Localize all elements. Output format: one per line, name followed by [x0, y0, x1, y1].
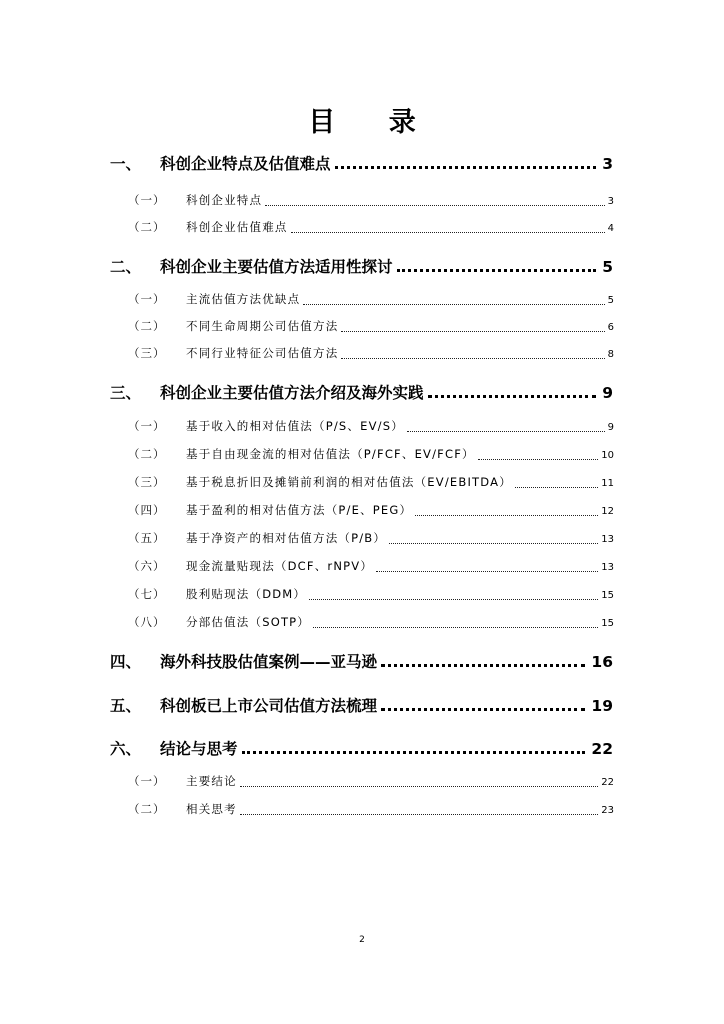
toc-section-entry[interactable]	[128, 614, 614, 632]
toc-entry-page: 8	[607, 349, 614, 360]
toc-section-entry[interactable]	[128, 291, 614, 309]
toc-dot-leader	[428, 395, 597, 398]
toc-entry-title: 不同行业特征公司估值方法	[186, 346, 339, 360]
toc-dot-leader	[242, 751, 586, 754]
toc-entry-page: 19	[591, 697, 613, 715]
toc-entry-page: 9	[607, 422, 614, 433]
toc-entry-number: 一、	[110, 155, 142, 173]
toc-section-entry[interactable]	[128, 530, 614, 548]
toc-entry-title: 科创企业主要估值方法适用性探讨	[160, 258, 393, 276]
toc-entry-page: 22	[601, 777, 614, 788]
toc-section-entry[interactable]	[128, 219, 614, 237]
toc-dot-leader	[335, 166, 597, 169]
toc-entry-title: 科创企业主要估值方法介绍及海外实践	[160, 384, 424, 402]
toc-dot-leader	[265, 205, 604, 206]
toc-chapter-entry[interactable]	[110, 152, 613, 174]
toc-entry-title: 分部估值法（SOTP）	[186, 615, 311, 629]
toc-dot-leader	[240, 814, 598, 815]
toc-dot-leader	[381, 664, 585, 667]
toc-dot-leader	[313, 627, 598, 628]
toc-entry-title: 现金流量贴现法（DCF、rNPV）	[186, 559, 374, 573]
toc-entry-page: 4	[607, 223, 614, 234]
toc-entry-page: 6	[607, 322, 614, 333]
toc-section-entry[interactable]	[128, 502, 614, 520]
toc-section-entry[interactable]	[128, 418, 614, 436]
toc-entry-title: 科创企业估值难点	[186, 220, 288, 234]
toc-entry-page: 11	[601, 478, 614, 489]
toc-section-entry[interactable]	[128, 345, 614, 363]
toc-entry-title: 结论与思考	[160, 740, 238, 758]
toc-dot-leader	[415, 515, 598, 516]
toc-entry-page: 12	[601, 506, 614, 517]
toc-entry-number: （二）	[128, 802, 166, 816]
toc-dot-leader	[309, 599, 598, 600]
toc-entry-number: （三）	[128, 475, 166, 489]
toc-entry-page: 22	[591, 740, 613, 758]
toc-entry-title: 股利贴现法（DDM）	[186, 587, 307, 601]
toc-entry-page: 5	[602, 258, 613, 276]
toc-entry-number: （四）	[128, 503, 166, 517]
toc-dot-leader	[291, 232, 605, 233]
toc-dot-leader	[515, 487, 598, 488]
toc-entry-title: 基于自由现金流的相对估值法（P/FCF、EV/FCF）	[186, 447, 475, 461]
toc-entry-page: 9	[602, 384, 613, 402]
toc-entry-title: 主要结论	[186, 774, 237, 788]
toc-entry-title: 不同生命周期公司估值方法	[186, 319, 339, 333]
toc-section-entry[interactable]	[128, 586, 614, 604]
toc-section-entry[interactable]	[128, 446, 614, 464]
toc-entry-title: 主流估值方法优缺点	[186, 292, 301, 306]
toc-chapter-entry[interactable]	[110, 737, 613, 759]
toc-entry-number: （一）	[128, 419, 166, 433]
toc-section-entry[interactable]	[128, 773, 614, 791]
toc-entry-number: （二）	[128, 220, 166, 234]
toc-dot-leader	[303, 304, 604, 305]
toc-entry-title: 海外科技股估值案例——亚马逊	[160, 653, 378, 671]
toc-entry-title: 相关思考	[186, 802, 237, 816]
toc-entry-title: 科创企业特点	[186, 193, 263, 207]
toc-section-entry[interactable]	[128, 474, 614, 492]
toc-entry-number: （一）	[128, 292, 166, 306]
toc-entry-number: （七）	[128, 587, 166, 601]
toc-chapter-entry[interactable]	[110, 650, 613, 672]
toc-entry-number: 二、	[110, 258, 142, 276]
toc-dot-leader	[381, 708, 585, 711]
toc-entry-number: （三）	[128, 346, 166, 360]
toc-entry-title: 基于税息折旧及摊销前利润的相对估值法（EV/EBITDA）	[186, 475, 512, 489]
toc-chapter-entry[interactable]	[110, 694, 613, 716]
toc-section-entry[interactable]	[128, 318, 614, 336]
toc-section-entry[interactable]	[128, 558, 614, 576]
toc-entry-number: （二）	[128, 447, 166, 461]
toc-dot-leader	[478, 459, 599, 460]
toc-entry-title: 基于净资产的相对估值方法（P/B）	[186, 531, 387, 545]
toc-dot-leader	[397, 269, 597, 272]
toc-entry-number: （五）	[128, 531, 166, 545]
toc-dot-leader	[376, 571, 598, 572]
toc-entry-page: 23	[601, 805, 614, 816]
toc-entry-number: 六、	[110, 740, 142, 758]
toc-chapter-entry[interactable]	[110, 255, 613, 277]
toc-entry-page: 10	[601, 450, 614, 461]
toc-entry-page: 13	[601, 562, 614, 573]
toc-entry-number: 四、	[110, 653, 142, 671]
toc-entry-number: （一）	[128, 193, 166, 207]
toc-entry-page: 13	[601, 534, 614, 545]
toc-entry-title: 基于盈利的相对估值方法（P/E、PEG）	[186, 503, 413, 517]
toc-entry-title: 科创板已上市公司估值方法梳理	[160, 697, 378, 715]
toc-entry-number: （二）	[128, 319, 166, 333]
toc-entry-title: 科创企业特点及估值难点	[160, 155, 331, 173]
toc-entry-number: （一）	[128, 774, 166, 788]
toc-entry-page: 5	[607, 295, 614, 306]
toc-section-entry[interactable]	[128, 192, 614, 210]
toc-entry-number: （六）	[128, 559, 166, 573]
toc-chapter-entry[interactable]	[110, 381, 613, 403]
toc-dot-leader	[407, 431, 605, 432]
toc-entry-page: 15	[601, 618, 614, 629]
toc-entry-number: 三、	[110, 384, 142, 402]
toc-dot-leader	[341, 358, 604, 359]
toc-entry-title: 基于收入的相对估值法（P/S、EV/S）	[186, 419, 404, 433]
toc-entry-page: 15	[601, 590, 614, 601]
toc-entry-page: 16	[591, 653, 613, 671]
toc-entry-page: 3	[607, 196, 614, 207]
toc-dot-leader	[389, 543, 598, 544]
toc-entry-number: 五、	[110, 697, 142, 715]
toc-dot-leader	[240, 786, 598, 787]
toc-entry-page: 3	[602, 155, 613, 173]
page-number: 2	[359, 935, 365, 945]
toc-section-entry[interactable]	[128, 801, 614, 819]
toc-entry-number: （八）	[128, 615, 166, 629]
toc-dot-leader	[341, 331, 604, 332]
toc-title: 目 录	[308, 107, 438, 138]
